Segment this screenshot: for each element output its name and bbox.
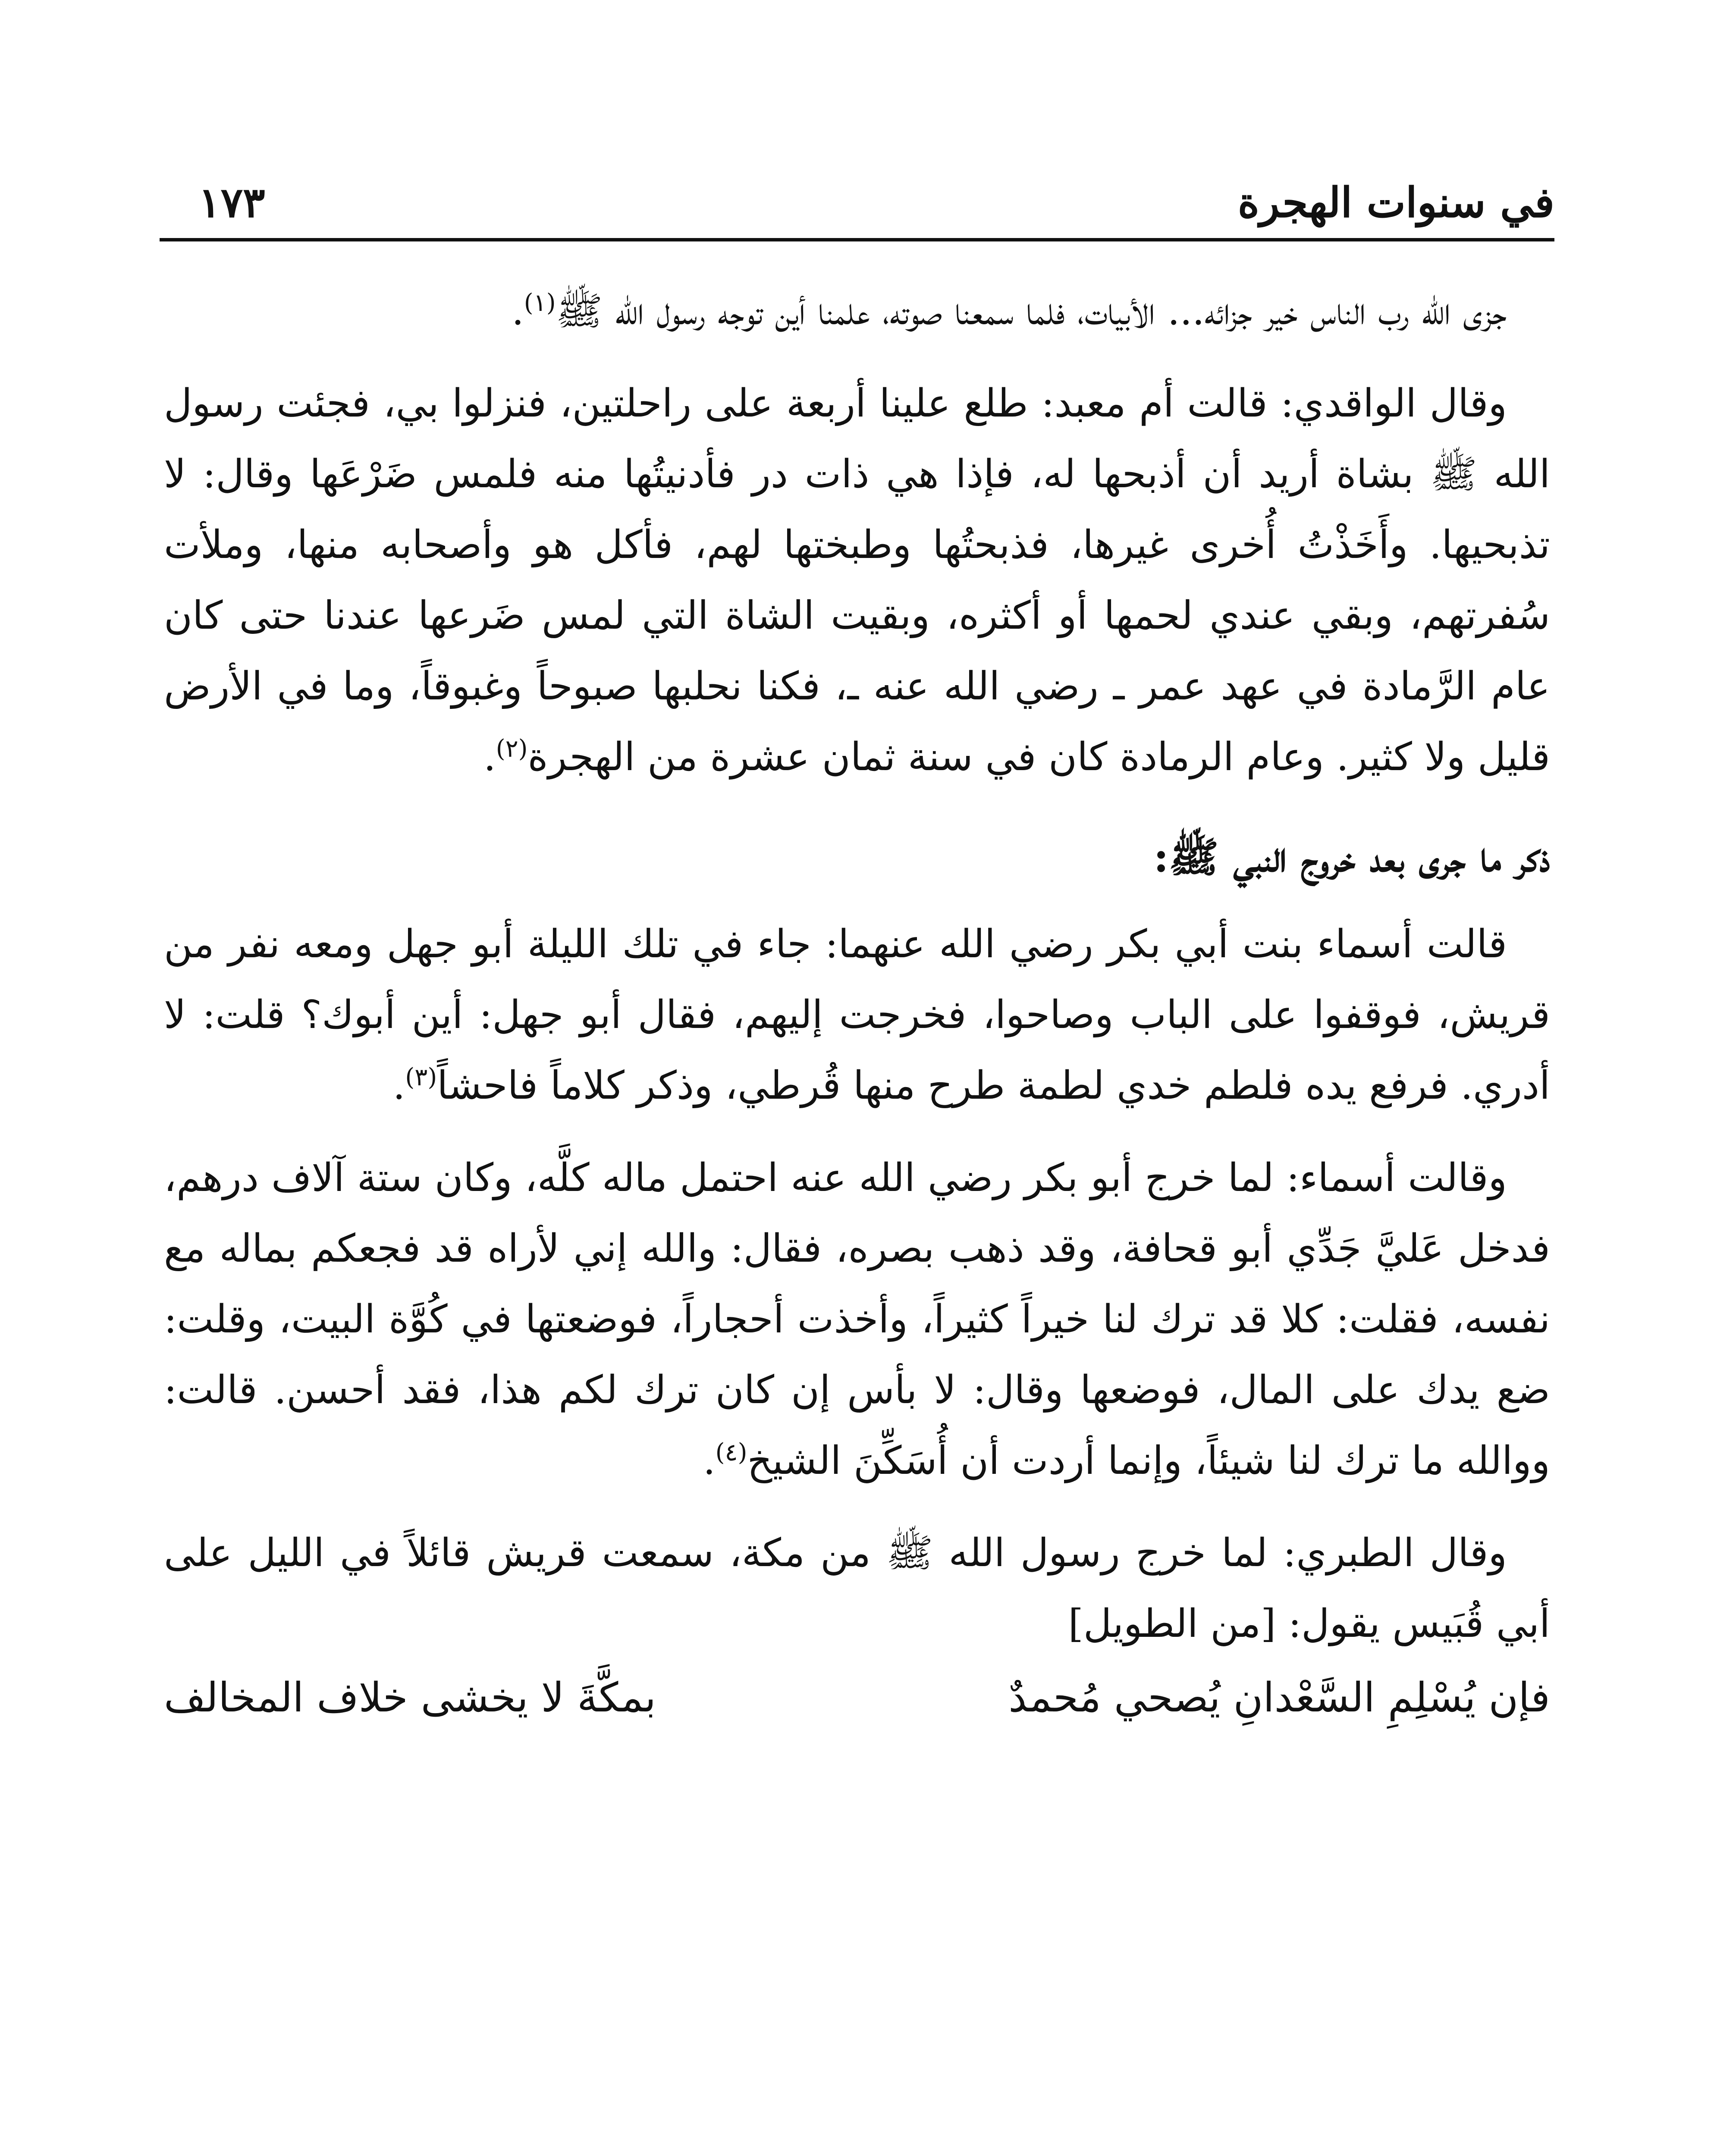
poem-verse [164,1664,1550,1733]
footnote-ref: (٤) [715,1438,747,1467]
paragraph-text: وقال الواقدي: قالت أم معبد: طلع علينا أربعة على راحلتين، فنزلوا بي، فجئت رسول الله ﷺ بشاة أريد أن أذبحها له، فإذا هي ذات در فأدنيتُها منه فلمس ضَرْعَها وقال: لا تذبحيها. وأَخَذْتُ أُخرى غيرها، فذبحتُها وطبختها لهم، فأكل هو وأصحابه منها، وملأت سُفرتهم، وبقي عندي لحمها أو أكثره، وبقيت الشاة التي لمس ضَرعها عندنا حتى كان عام الرَّمادة في عهد عمر ـ رضي الله عنه ـ، فكنا نحلبها صبوحاً وغبوقاً، وما في الأرض قليل ولا كثير. وعام الرمادة كان في سنة ثمان عشرة من الهجرة [164,381,1550,780]
paragraph-text: قالت أسماء بنت أبي بكر رضي الله عنهما: جاء في تلك الليلة أبو جهل ومعه نفر من قريش، فوقفوا على الباب وصاحوا، فخرجت إليهم، فقال أبو جهل: أين أبوك؟ قلت: لا أدري. فرفع يده فلطم خدي لطمة طرح منها قُرطي، وذكر كلاماً فاحشاً [164,921,1550,1108]
paragraph-asma-2 [164,1143,1550,1496]
paragraph-text: جزى الله رب الناس خير جزائه... الأبيات، فلما سمعنا صوته، علمنا أين توجه رسول الله ﷺ [556,288,1507,334]
paragraph-waqidi [164,368,1550,793]
running-title: في سنوات الهجرة [1237,178,1554,227]
paragraph-tail: . [483,734,496,780]
paragraph-verse-end [164,276,1550,347]
paragraph-tail: . [703,1438,716,1483]
paragraph-tail: . [512,288,524,334]
footnote-ref: (٢) [496,735,528,763]
paragraph-tail: . [392,1063,405,1108]
paragraph-text: وقال الطبري: لما خرج رسول الله ﷺ من مكة، سمعت قريش قائلاً في الليل على أبي قُبَيس يقول: [من الطويل] [164,1530,1550,1646]
header-rule [160,238,1554,241]
footnote-ref: (٣) [405,1063,437,1091]
page-number: ١٧٣ [198,178,265,227]
paragraph-text: وقالت أسماء: لما خرج أبو بكر رضي الله عنه احتمل ماله كلَّه، وكان ستة آلاف درهم، فدخل عَليَّ جَدِّي أبو قحافة، وقد ذهب بصره، فقال: والله إني لأراه قد فجعكم بماله مع نفسه، فقلت: كلا قد ترك لنا خيراً كثيراً، وأخذت أحجاراً، فوضعتها في كُوَّة البيت، وقلت: ضع يدك على المال، فوضعها وقال: لا بأس إن كان ترك لكم هذا، فقد أحسن. قالت: ووالله ما ترك لنا شيئاً، وإنما أردت أن أُسَكِّنَ الشيخ [164,1155,1550,1483]
body-text [164,276,1550,1733]
footnote-ref: (١) [524,289,556,317]
section-heading: ذكر ما جرى بعد خروج النبي ﷺ: [1153,833,1550,881]
verse-second-hemistich: بمكَّةَ لا يخشى خلاف المخالف [164,1674,656,1721]
running-header [160,164,1554,241]
verse-first-hemistich: فإن يُسْلِمِ السَّعْدانِ يُصحي مُحمدٌ [1008,1674,1550,1721]
paragraph-tabari [164,1518,1550,1659]
paragraph-asma-1 [164,909,1550,1121]
